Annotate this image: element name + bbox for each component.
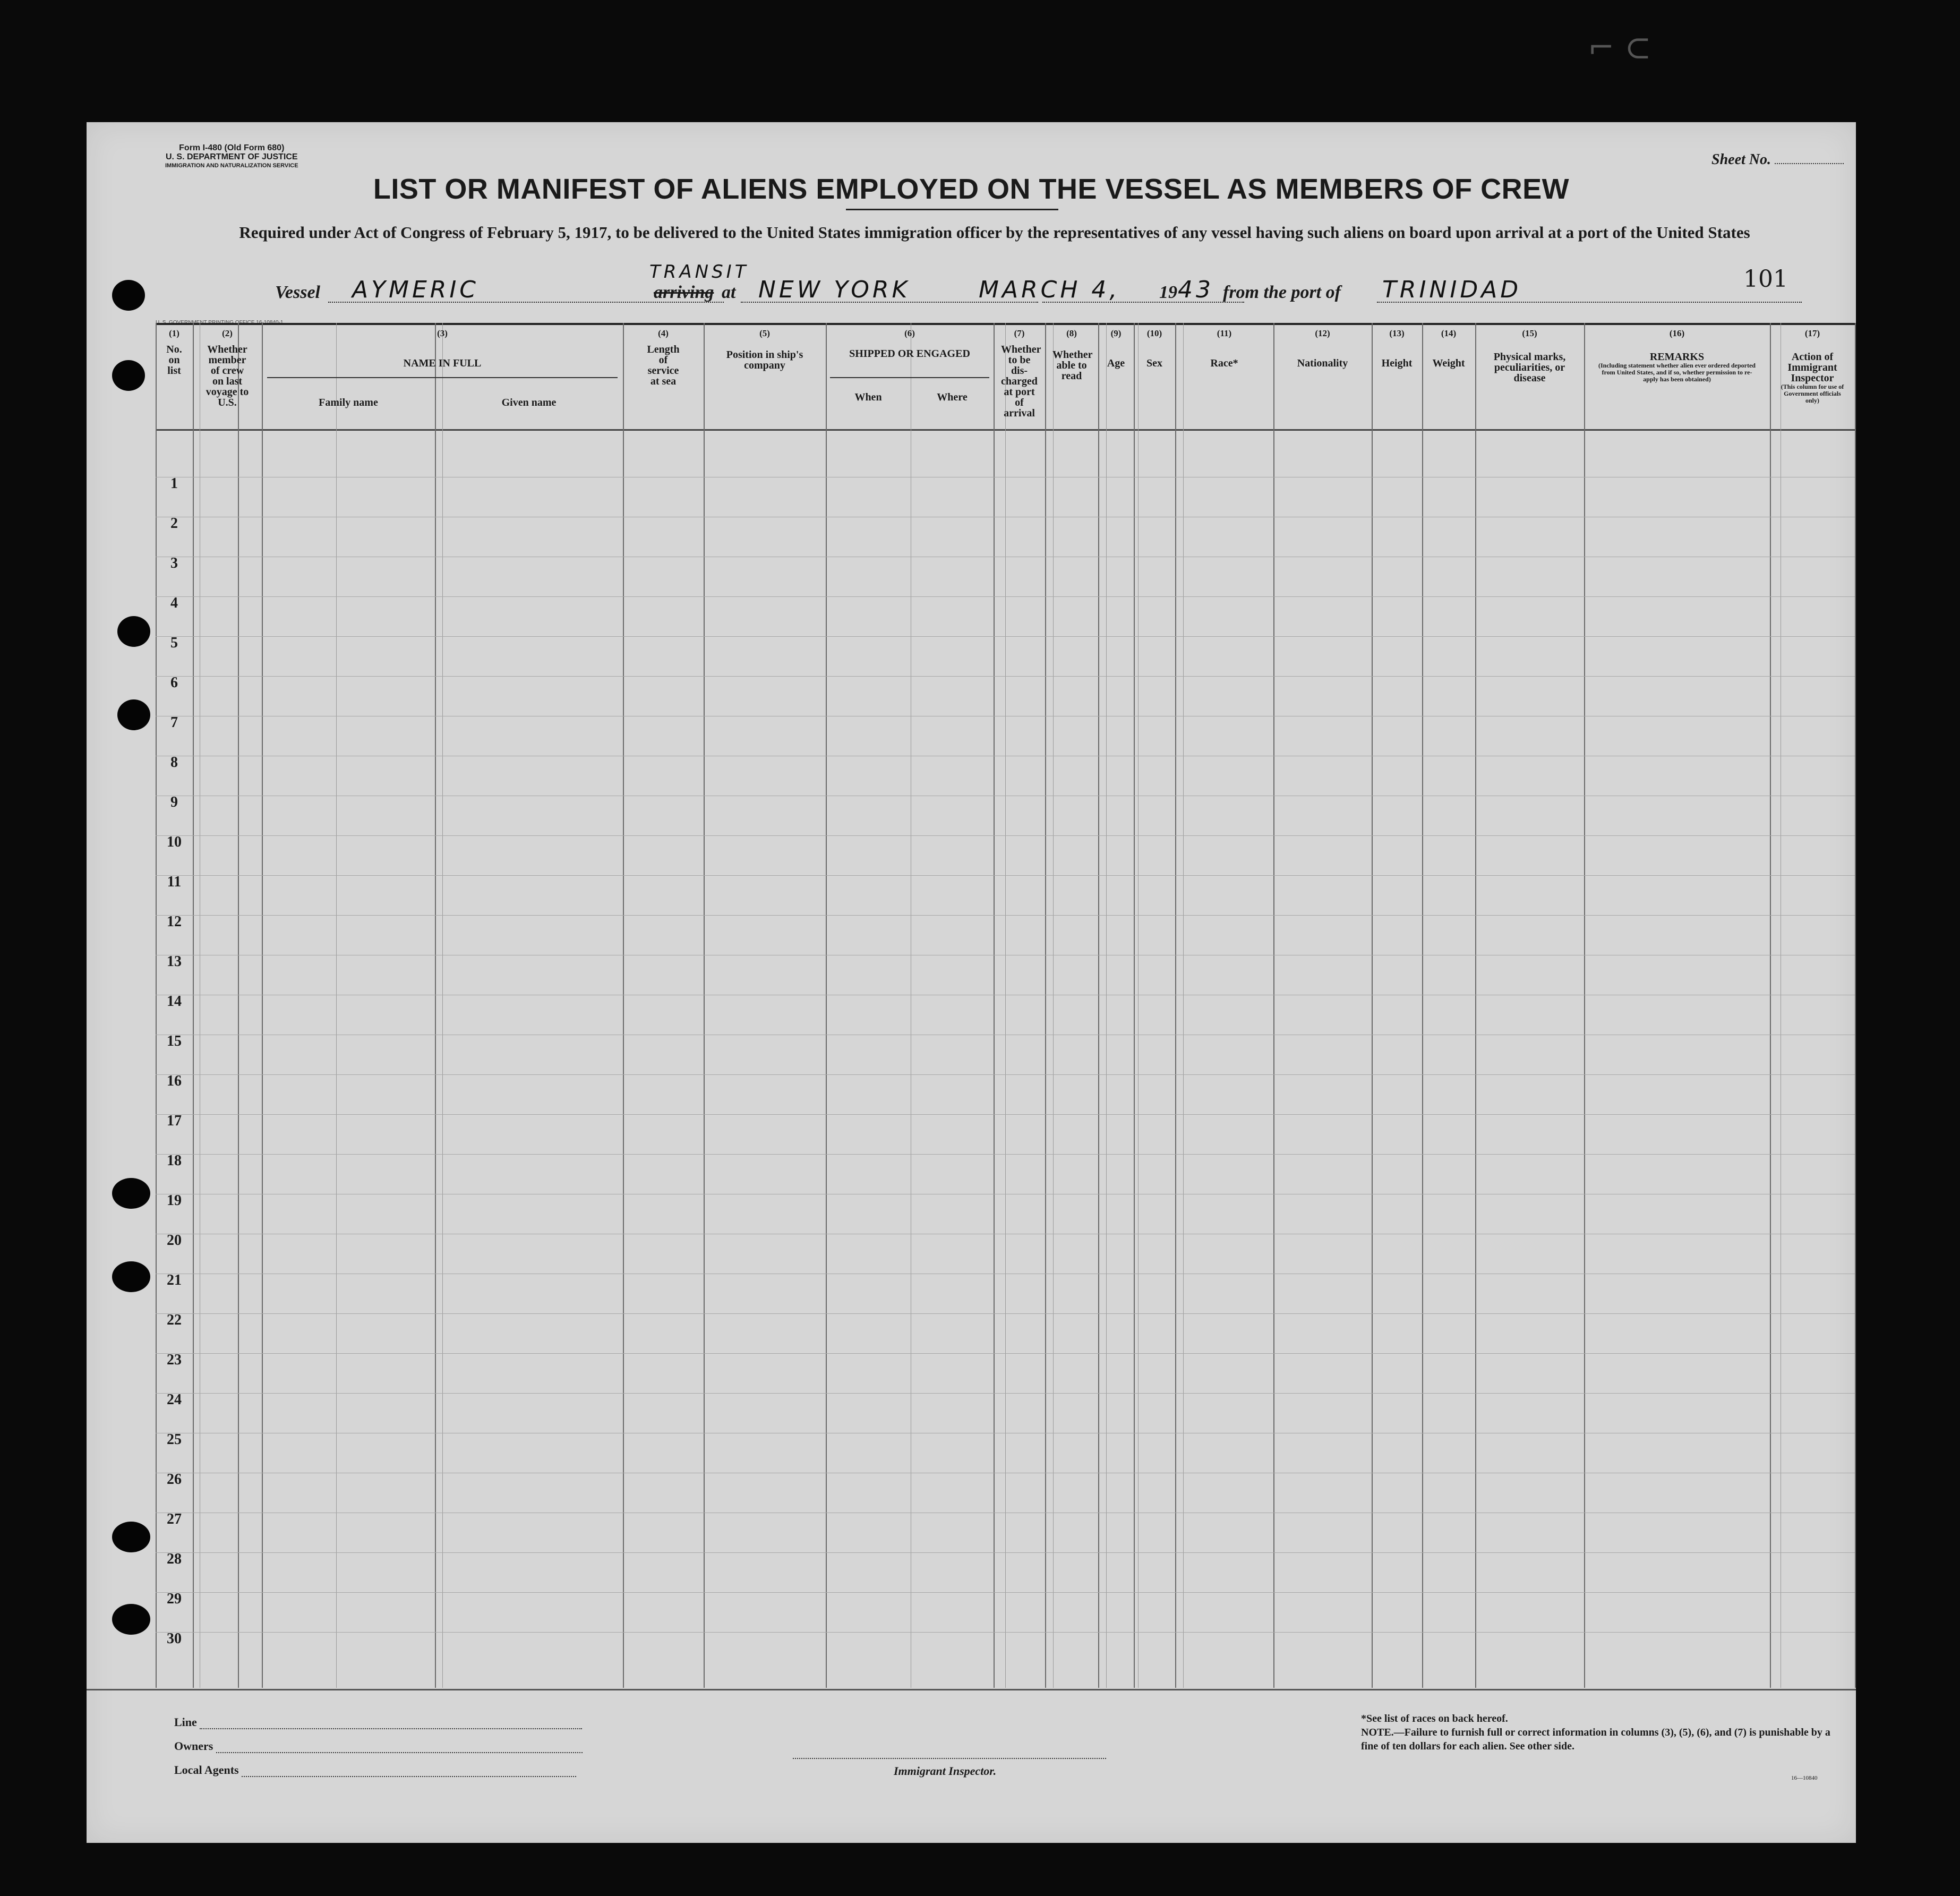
row-number: 4 <box>170 595 178 611</box>
year-suffix: 43 <box>1178 276 1214 303</box>
row-number: 10 <box>167 834 182 850</box>
row-number: 5 <box>170 635 178 651</box>
row-number: 26 <box>167 1471 182 1488</box>
sheet-number-field <box>1711 151 1844 168</box>
vessel-info-row <box>87 261 1856 308</box>
table-row <box>156 596 1855 597</box>
col-header-discharged: (7) Whether to be dis-charged at port of arrival <box>1001 328 1041 419</box>
table-row <box>156 676 1855 677</box>
punch-hole <box>112 1604 150 1635</box>
table-row <box>156 1552 1855 1553</box>
col-header-able-to-read: (8) Whether able to read <box>1052 328 1093 382</box>
row-number: 13 <box>167 953 182 970</box>
owners-label: Owners <box>174 1739 213 1753</box>
col-header-position: (5) Position in ship's company <box>726 328 803 371</box>
row-number: 24 <box>167 1391 182 1408</box>
footer-owners-field <box>174 1739 583 1753</box>
col-header-height: (13) Height <box>1381 328 1413 369</box>
inspector-label: Immigrant Inspector. <box>894 1764 997 1778</box>
row-number: 3 <box>170 555 178 571</box>
row-number: 8 <box>170 754 178 771</box>
races-note: *See list of races on back hereof. <box>1361 1713 1508 1724</box>
row-number: 11 <box>167 874 182 890</box>
col-header-race: (11) Race* <box>1210 328 1238 369</box>
row-number: 6 <box>170 674 178 691</box>
table-row <box>156 1313 1855 1314</box>
table-row <box>156 1074 1855 1075</box>
from-port: TRINIDAD <box>1382 276 1522 303</box>
row-number: 20 <box>167 1232 182 1249</box>
table-row <box>156 1592 1855 1593</box>
row-number: 15 <box>167 1033 182 1049</box>
col-header-sex: (10) Sex <box>1146 328 1162 369</box>
row-number: 25 <box>167 1431 182 1448</box>
row-number: 29 <box>167 1591 182 1607</box>
page-title: LIST OR MANIFEST OF ALIENS EMPLOYED ON THE VESSEL AS MEMBERS OF CREW <box>373 173 1570 205</box>
form-id-block: Form I-480 (Old Form 680) U. S. DEPARTMENT OF JUSTICE IMMIGRATION AND NATURALIZATION SERVICE <box>165 143 298 169</box>
table-row <box>156 1114 1855 1115</box>
title-rule <box>846 209 1058 210</box>
punch-hole <box>117 616 150 647</box>
line-label: Line <box>174 1715 197 1729</box>
table-row <box>156 636 1855 637</box>
footer-note <box>1361 1712 1850 1753</box>
row-number: 1 <box>170 475 178 492</box>
col-header-weight: (14) Weight <box>1432 328 1465 369</box>
from-label: from the port of <box>1223 283 1341 302</box>
row-number: 28 <box>167 1551 182 1567</box>
col-header-name-in-full: (3) NAME IN FULL <box>403 328 482 369</box>
sheet-label: Sheet No. <box>1711 151 1771 168</box>
row-number: 7 <box>170 714 178 731</box>
punch-hole <box>112 1522 150 1552</box>
inspector-signature-line <box>793 1758 1106 1759</box>
arrival-port: NEW YORK <box>758 276 911 303</box>
vessel-name: AYMERIC <box>352 276 480 303</box>
col-header-given-name: Given name <box>501 397 557 408</box>
arriving-label: arriving <box>654 283 714 302</box>
vessel-label: Vessel <box>275 283 320 302</box>
transit-annotation: TRANSIT <box>649 261 749 283</box>
row-number: 23 <box>167 1352 182 1368</box>
col-header-length-of-service: (4) Length of service at sea <box>647 328 680 387</box>
col-header-family-name: Family name <box>319 397 378 408</box>
row-number: 21 <box>167 1272 182 1288</box>
manifest-page <box>87 122 1856 1843</box>
table-row <box>156 875 1855 876</box>
table-row <box>156 1632 1855 1633</box>
crew-manifest-table <box>156 323 1855 1688</box>
punch-hole <box>112 360 145 391</box>
penalty-note: NOTE.—Failure to furnish full or correct information in columns (3), (5), (6), and (7) is punishable by a fine of ten dollars for each alien. See other side. <box>1361 1727 1830 1752</box>
col-header-when: When <box>854 391 882 403</box>
agents-label: Local Agents <box>174 1763 239 1777</box>
at-label: at <box>722 283 736 302</box>
row-number: 19 <box>167 1192 182 1209</box>
row-number: 14 <box>167 993 182 1010</box>
footer-line-field <box>174 1715 582 1729</box>
col-header-where: Where <box>937 391 968 403</box>
page-subtitle: Required under Act of Congress of February 5, 1917, to be delivered to the United States immigration officer by the representatives of any vessel having such aliens on board upon arrival at a port of the United States <box>239 223 1750 242</box>
row-number: 16 <box>167 1073 182 1089</box>
table-row <box>156 915 1855 916</box>
sheet-stamp-number: 101 <box>1743 266 1788 293</box>
col-header-crew-last-voyage: (2) Whether member of crew on last voyage to U.S. <box>206 328 249 408</box>
col-header-nationality: (12) Nationality <box>1297 328 1348 369</box>
scan-mark: ⌐ ⊂ <box>1588 29 1651 66</box>
row-number: 9 <box>170 794 178 810</box>
row-number: 17 <box>167 1113 182 1129</box>
printer-line: U. S. GOVERNMENT PRINTING OFFICE 16-10840-1 <box>156 320 284 326</box>
table-row <box>156 1353 1855 1354</box>
punch-hole <box>112 1178 150 1209</box>
table-row <box>156 835 1855 836</box>
row-number: 18 <box>167 1152 182 1169</box>
row-number: 12 <box>167 913 182 930</box>
punch-hole <box>112 1261 150 1292</box>
table-row <box>156 1154 1855 1155</box>
col-header-remarks: (16) REMARKS (Including statement whether alien ever ordered deported from United States, and if so, whether permission to re-apply has been obtained) <box>1598 328 1756 383</box>
form-code: 16—10840 <box>1791 1775 1818 1781</box>
col-header-age: (9) Age <box>1107 328 1125 369</box>
row-number: 27 <box>167 1511 182 1527</box>
col-header-no-on-list: (1) No. on list <box>166 328 182 377</box>
arrival-date: MARCH 4, <box>979 276 1120 303</box>
table-row <box>156 1393 1855 1394</box>
row-number: 22 <box>167 1312 182 1328</box>
col-header-physical-marks: (15) Physical marks, peculiarities, or disease <box>1493 328 1566 384</box>
row-number: 30 <box>167 1630 182 1647</box>
footer-agents-field <box>174 1763 576 1777</box>
year-prefix: 19 <box>1159 283 1177 302</box>
punch-hole <box>117 699 150 730</box>
col-header-shipped-or-engaged: (6) SHIPPED OR ENGAGED <box>849 328 970 360</box>
row-number: 2 <box>170 515 178 532</box>
col-header-inspector-action: (17) Action of Immigrant Inspector (This column for use of Government officials only) <box>1781 328 1844 404</box>
